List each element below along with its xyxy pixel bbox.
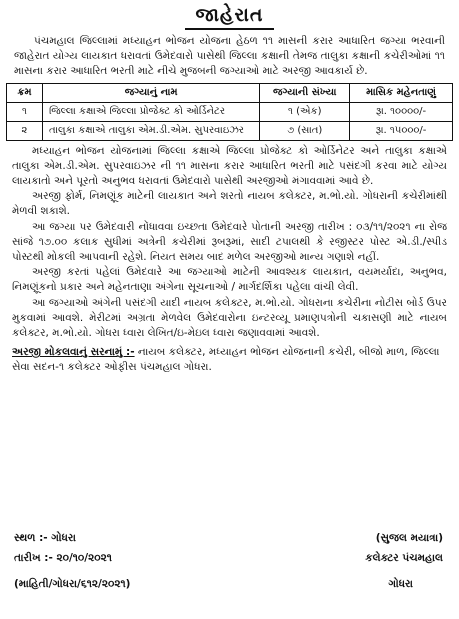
header-post-name: જગ્યાનું નામ bbox=[42, 83, 259, 102]
title-wrap bbox=[6, 2, 453, 32]
page-title: જાહેરાત bbox=[185, 2, 273, 30]
body-paragraph: આ જગ્યા પર ઉમેદવારી નોંધાવવા ઇચ્છતા ઉમેદવારે પોતાની અરજી તારીખ : ૦૩/૧૧/૨૦૨૧ ના રોજ સાંજે ૧૭.૦૦ કલાક સુધીમાં અત્રેની કચેરીમાં રૂબરૂમાં, સાદી ટપાલથી કે રજીસ્ટર પોસ્ટ એ.ડી./સ્પીડ પોસ્ટથી મોકલી આપવાની રહેશે. નિયત સમય બાદ મળેલ અરજીઓ માન્ય ગણાશે નહીં. bbox=[12, 220, 447, 264]
address-block bbox=[6, 341, 453, 375]
intro-paragraph: પંચમહાલ જિલ્લામાં મધ્યાહન ભોજન યોજના હેઠળ ૧૧ માસની કરાર આધારિત જગ્યા ભરવાની જાહેરાત યોગ્ય લાયકાત ધરાવતાં ઉમેદવારો પાસેથી જિલ્લા કક્ષાની તેમજ તાલુકા કક્ષાની કચેરીઓમાં ૧૧ માસના કરાર આધારિત ભરતી માટે નીચે મુજબની જગ્યાઓ માટે અરજી આવકાર્ય છે. bbox=[14, 35, 445, 78]
table-row bbox=[7, 102, 453, 121]
cell-post-count: ૧ (એક) bbox=[260, 102, 350, 121]
body-paragraph: આ જગ્યાઓ અંગેની પસંદગી યાદી નાયબ કલેક્ટર, મ.ભો.યો. ગોધરાના કચેરીના નોટીસ બોર્ડ ઉપર મુકવામાં આવશે. મેરીટમાં અગ્રતા મેળવેલ ઉમેદવારોના ઇન્ટરવ્યૂ પ્રમાણપત્રોની ચકાસણી માટે નાયબ કલેક્ટર, મ.ભો.યો. ગોધરા ધ્વારા લેખિત/ઇ-મેઇલ ધ્વારા જણાવવામાં આવશે. bbox=[12, 296, 447, 340]
header-salary: માસિક મહેનતાણું bbox=[350, 83, 453, 102]
address-text: નાયબ કલેક્ટર, મધ્યાહન ભોજન યોજનાની કચેરી, બીજો માળ, જિલ્લા સેવા સદન-૧ કલેક્ટર ઓફીસ પંચમહાલ ગોધરા. bbox=[12, 346, 440, 374]
header-post-count: જગ્યાની સંખ્યા bbox=[260, 83, 350, 102]
cell-salary: રૂા. ૧૦૦૦૦/- bbox=[350, 102, 453, 121]
body-paragraph: અરજી ફોર્મ, નિમણૂંક માટેની લાયકાત અને શરતો નાયબ કલેક્ટર, મ.ભો.યો. ગોધરાની કચેરીમાંથી મેળવી શકાશે. bbox=[12, 190, 447, 218]
header-serial: ક્રમ bbox=[7, 83, 43, 102]
cell-salary: રૂા. ૧૫૦૦૦/- bbox=[350, 121, 453, 140]
cell-post-name: જિલ્લા કક્ષાએ જિલ્લા પ્રોજેક્ટ કો ઓર્ડિનેટર bbox=[42, 102, 259, 121]
cell-post-count: ૭ (સાત) bbox=[260, 121, 350, 140]
footer-reference: (માહિતી/ગોધરા/૬૧૨/૨૦૨૧) bbox=[14, 578, 131, 590]
body-paragraph: અરજી કરતાં પહેલાં ઉમેદવારે આ જગ્યાઓ માટેની આવશ્યક લાયકાત, વયમર્યાદા, અનુભવ, નિમણૂંકનો પ્રકાર અને મહેનતાણા અંગેના સૂચનાઓ / માર્ગદર્શિકા પહેલા વાંચી લેવી. bbox=[12, 266, 447, 294]
cell-serial: ૧ bbox=[7, 102, 43, 121]
address-label: અરજી મોકલવાનું સરનામું :- bbox=[12, 346, 135, 359]
footer-date: તારીખ :- ૨૦/૧૦/૨૦૨૧ bbox=[14, 552, 112, 564]
vacancy-table bbox=[6, 83, 453, 141]
signatory-name: (સુજલ મયાત્રા) bbox=[375, 532, 443, 544]
table-row bbox=[7, 121, 453, 140]
signatory-designation: કલેક્ટર પંચમહાલ bbox=[365, 552, 443, 564]
cell-serial: ૨ bbox=[7, 121, 43, 140]
cell-post-name: તાલુકા કક્ષાએ તાલુકા એમ.ડી.એમ. સુપરવાઇઝર bbox=[42, 121, 259, 140]
footer-place: સ્થળ :- ગોધરા bbox=[14, 532, 76, 544]
table-header-row bbox=[7, 83, 453, 102]
body-paragraph: મધ્યાહન ભોજન યોજનામાં જિલ્લા કક્ષાએ જિલ્લા પ્રોજેક્ટ કો ઓર્ડિનેટર અને તાલુકા કક્ષાએ તાલુકા એમ.ડી.એમ. સુપરવાઇઝર ની ૧૧ માસના કરાર આધારિત ભરતી માટે પસંદગી કરવા માટે યોગ્ય લાયકાતો અને પૂરતો અનુભવ ધરાવતાં ઉમેદવારો પાસેથી અરજીઓ મંગાવવામાં આવે છે. bbox=[12, 144, 447, 188]
signatory-city: ગોધરા bbox=[388, 578, 413, 590]
